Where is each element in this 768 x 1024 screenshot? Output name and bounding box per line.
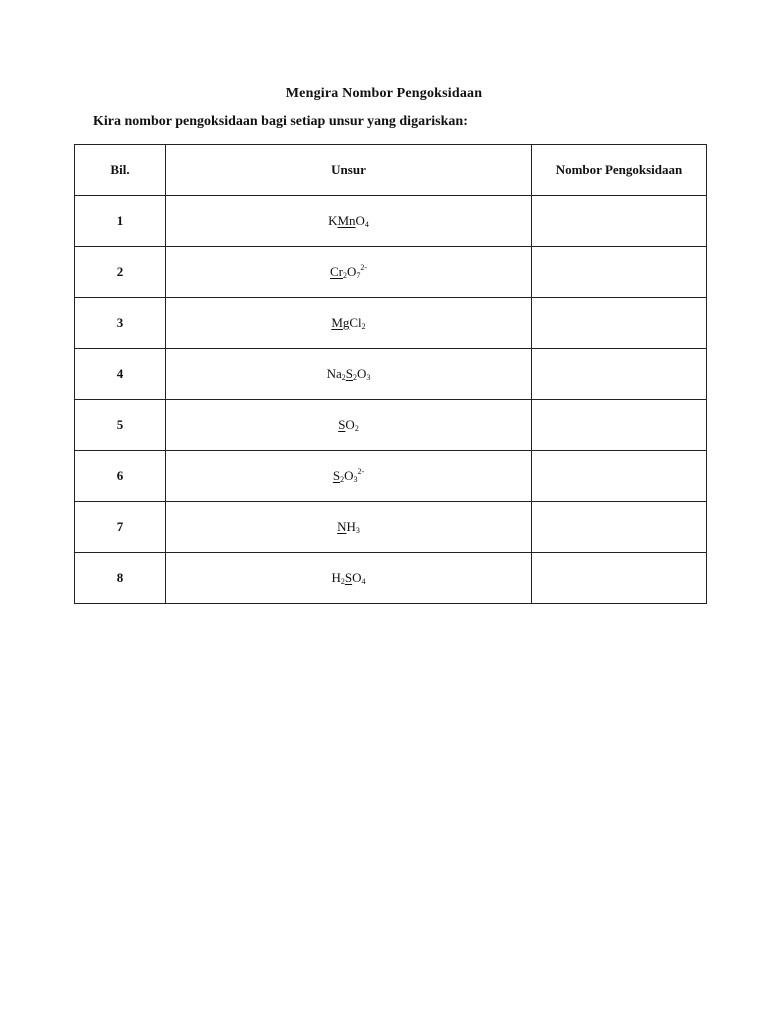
- formula-text: H: [331, 570, 341, 585]
- table-row: [75, 247, 707, 298]
- header-unsur: Unsur: [166, 145, 532, 196]
- formula-subscript: 2: [353, 373, 357, 382]
- compound-formula: [166, 451, 532, 502]
- table-header-row: [75, 145, 707, 196]
- answer-cell[interactable]: [532, 451, 707, 502]
- answer-cell[interactable]: [532, 553, 707, 604]
- underlined-element: Mg: [331, 315, 350, 330]
- formula-text: K: [328, 213, 338, 228]
- formula-superscript: 2-: [357, 467, 365, 476]
- row-number: 4: [75, 349, 166, 400]
- formula-subscript: 2: [354, 424, 359, 433]
- oxidation-number-table: [74, 144, 707, 604]
- header-nombor-pengoksidaan: Nombor Pengoksidaan: [532, 145, 707, 196]
- formula-subscript: 7: [356, 271, 361, 280]
- table-row: [75, 502, 707, 553]
- underlined-element: S: [332, 468, 341, 483]
- answer-cell[interactable]: [532, 400, 707, 451]
- formula-text: O: [357, 366, 367, 381]
- formula-text: H: [346, 519, 356, 534]
- formula-subscript: 3: [353, 475, 358, 484]
- underlined-element: Mn: [337, 213, 356, 228]
- compound-formula: [166, 247, 532, 298]
- formula-subscript: 2: [361, 322, 366, 331]
- formula-subscript: 2: [342, 271, 347, 280]
- compound-formula: [166, 400, 532, 451]
- row-number: 6: [75, 451, 166, 502]
- row-number: 5: [75, 400, 166, 451]
- underlined-element: S: [345, 366, 353, 381]
- header-bil: Bil.: [75, 145, 166, 196]
- table-row: [75, 553, 707, 604]
- formula-text: O: [346, 264, 357, 279]
- compound-formula: [166, 349, 532, 400]
- formula-text: Cl: [349, 315, 362, 330]
- row-number: 8: [75, 553, 166, 604]
- formula-text: O: [352, 570, 362, 585]
- formula-subscript: 2: [340, 475, 345, 484]
- table-row: [75, 298, 707, 349]
- answer-cell[interactable]: [532, 247, 707, 298]
- formula-text: O: [345, 417, 355, 432]
- page-title: Mengira Nombor Pengoksidaan: [285, 86, 483, 101]
- underlined-element: S: [338, 417, 346, 432]
- answer-cell[interactable]: [532, 298, 707, 349]
- formula-subscript: 4: [364, 220, 369, 229]
- compound-formula: [166, 502, 532, 553]
- formula-subscript: 3: [366, 373, 371, 382]
- formula-superscript: 2-: [360, 263, 368, 272]
- formula-text: Na: [326, 366, 342, 381]
- compound-formula: [166, 196, 532, 247]
- answer-cell[interactable]: [532, 196, 707, 247]
- answer-cell[interactable]: [532, 349, 707, 400]
- row-number: 3: [75, 298, 166, 349]
- table-row: [75, 400, 707, 451]
- underlined-element: Cr: [329, 264, 343, 279]
- underlined-element: N: [337, 519, 347, 534]
- row-number: 7: [75, 502, 166, 553]
- table-body: [75, 196, 707, 604]
- formula-subscript: 2: [340, 577, 345, 586]
- answer-cell[interactable]: [532, 502, 707, 553]
- formula-subscript: 4: [361, 577, 366, 586]
- formula-subscript: 2: [341, 373, 346, 382]
- compound-formula: [166, 298, 532, 349]
- formula-text: O: [355, 213, 365, 228]
- formula-text: O: [344, 468, 354, 483]
- underlined-element: S: [344, 570, 353, 585]
- table-row: [75, 196, 707, 247]
- instruction-text: Kira nombor pengoksidaan bagi setiap unsur yang digariskan:: [93, 114, 468, 129]
- compound-formula: [166, 553, 532, 604]
- formula-subscript: 3: [355, 526, 360, 535]
- table-row: [75, 349, 707, 400]
- table-row: [75, 451, 707, 502]
- row-number: 1: [75, 196, 166, 247]
- row-number: 2: [75, 247, 166, 298]
